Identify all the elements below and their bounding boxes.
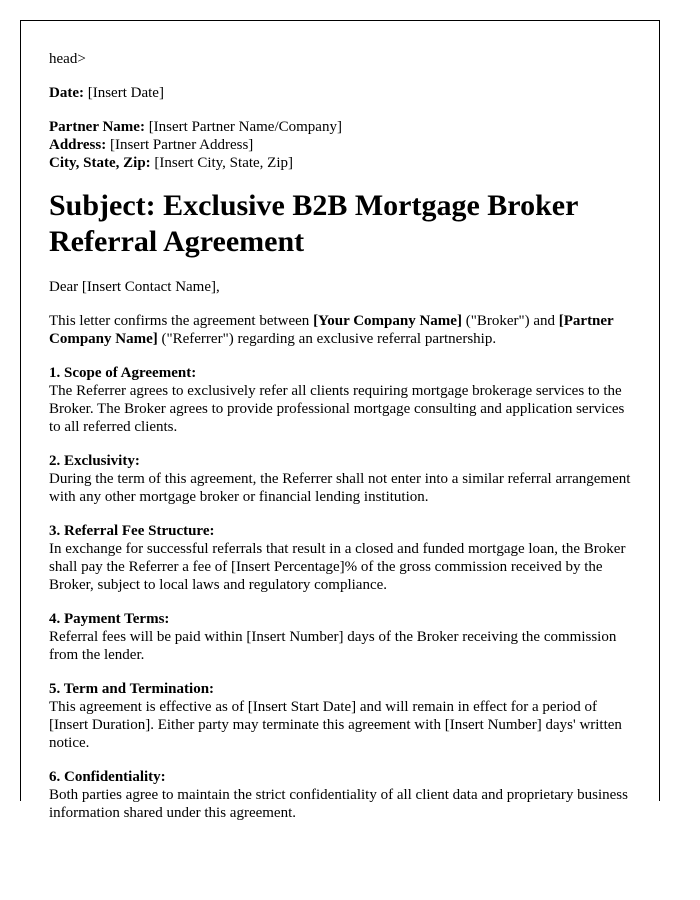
section-heading: 3. Referral Fee Structure: (49, 523, 215, 539)
section-heading: 4. Payment Terms: (49, 611, 170, 627)
intro-paragraph (49, 312, 631, 348)
partner-name-line (49, 118, 631, 136)
date-label: Date: (49, 85, 84, 101)
letter-page (20, 20, 660, 821)
partner-name-value: [Insert Partner Name/Company] (144, 119, 342, 135)
salutation: Dear [Insert Contact Name], (49, 279, 220, 295)
section-body: During the term of this agreement, the Referrer shall not enter into a similar referral arrangement with any other mortgage broker or financial lending institution. (49, 471, 631, 505)
stray-head-text: head> (49, 51, 86, 67)
partner-address-value: [Insert Partner Address] (106, 137, 254, 153)
section-payment-terms (49, 610, 631, 664)
partner-address-label: Address: (49, 137, 107, 153)
section-term-termination (49, 680, 631, 752)
section-body: In exchange for successful referrals that result in a closed and funded mortgage loan, the Broker shall pay the Referrer a fee of [Insert Percentage]% of the gross commission received by the Broker, subject to local laws and regulatory compliance. (49, 541, 626, 593)
partner-block (49, 118, 631, 172)
partner-name-label: Partner Name: (49, 119, 145, 135)
section-body: Both parties agree to maintain the strict confidentiality of all client data and proprietary business information shared under this agreement. (49, 787, 628, 821)
section-confidentiality (49, 768, 631, 822)
section-heading: 5. Term and Termination: (49, 681, 215, 697)
date-value: [Insert Date] (83, 85, 164, 101)
partner-city-label: City, State, Zip: (49, 155, 151, 171)
section-heading: 1. Scope of Agreement: (49, 365, 197, 381)
partner-city-value: [Insert City, State, Zip] (150, 155, 294, 171)
intro-text-3: ("Referrer") regarding an exclusive referral partnership. (157, 331, 497, 347)
partner-address-line (49, 136, 631, 154)
section-body: Referral fees will be paid within [Insert Number] days of the Broker receiving the commission from the lender. (49, 629, 617, 663)
section-fee-structure (49, 522, 631, 594)
intro-company: [Your Company Name] (313, 313, 462, 329)
section-heading: 2. Exclusivity: (49, 453, 140, 469)
intro-partner-company: [Partner Company Name] (49, 313, 614, 347)
section-scope (49, 364, 631, 436)
intro-text-2: ("Broker") and (461, 313, 559, 329)
intro-text-1: This letter confirms the agreement between (49, 313, 314, 329)
section-exclusivity (49, 452, 631, 506)
section-body: The Referrer agrees to exclusively refer all clients requiring mortgage brokerage services to the Broker. The Broker agrees to provide professional mortgage consulting and application services to all referred clients. (49, 383, 625, 435)
section-heading: 6. Confidentiality: (49, 769, 166, 785)
date-line (49, 84, 631, 102)
partner-city-line (49, 154, 631, 172)
subject-heading: Subject: Exclusive B2B Mortgage Broker Referral Agreement (49, 189, 578, 258)
section-body: This agreement is effective as of [Insert Start Date] and will remain in effect for a period of [Insert Duration]. Either party may terminate this agreement with [Insert Number] days' written notice. (49, 699, 622, 751)
letter-content (21, 21, 659, 822)
